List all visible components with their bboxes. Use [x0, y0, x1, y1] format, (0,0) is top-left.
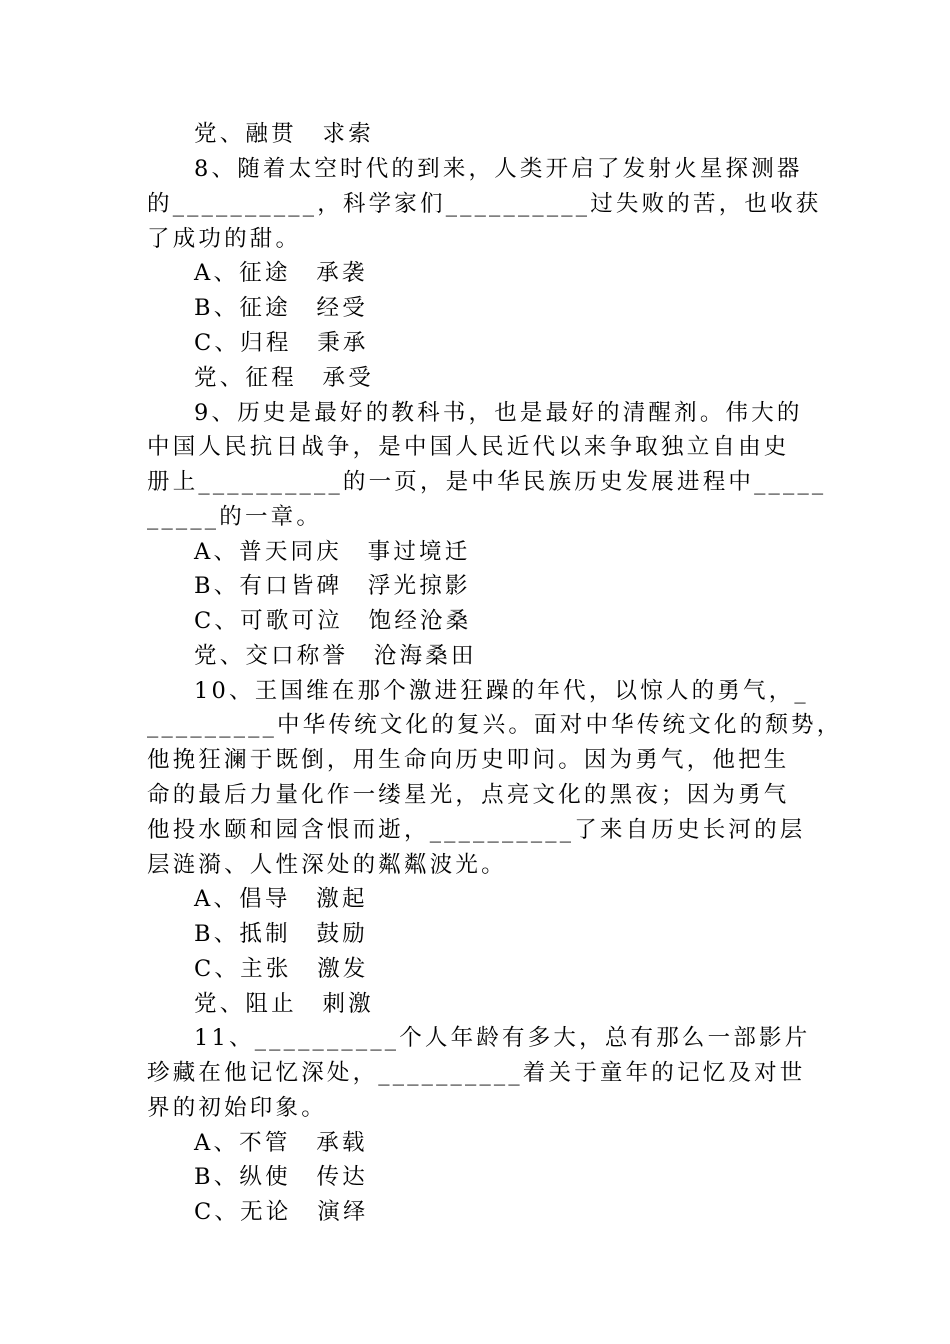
question-9-line-1: 9、历史是最好的教科书，也是最好的清醒剂。伟大的	[194, 400, 803, 426]
option-d-q10: 党、阻止 刺激	[194, 991, 374, 1017]
option-c-q9: C、可歌可泣 饱经沧桑	[194, 608, 472, 634]
option-b-q8: B、征途 经受	[194, 295, 368, 321]
question-9-line-4: _____的一章。	[147, 504, 323, 530]
option-b-q11: B、纵使 传达	[194, 1164, 368, 1190]
option-d-q7: 党、融贯 求索	[194, 121, 374, 147]
option-d-q8: 党、征程 承受	[194, 365, 374, 391]
option-a-q9: A、普天同庆 事过境迁	[194, 539, 471, 565]
question-10-line-6: 层涟漪、人性深处的粼粼波光。	[147, 852, 507, 878]
option-c-q8: C、归程 秉承	[194, 330, 369, 356]
option-a-q10: A、倡导 激起	[194, 886, 368, 912]
option-d-q9: 党、交口称誉 沧海桑田	[194, 643, 477, 669]
question-11-line-1: 11、__________个人年龄有多大，总有那么一部影片	[194, 1025, 811, 1051]
question-10-line-4: 命的最后力量化作一缕星光，点亮文化的黑夜；因为勇气	[147, 782, 790, 808]
question-10-line-5: 他投水颐和园含恨而逝，__________了来自历史长河的层	[147, 817, 806, 843]
question-9-line-3: 册上__________的一页，是中华民族历史发展进程中_____	[147, 469, 827, 495]
question-9-line-2: 中国人民抗日战争，是中国人民近代以来争取独立自由史	[147, 434, 790, 460]
question-11-line-3: 界的初始印象。	[147, 1095, 327, 1121]
question-8-line-2: 的__________，科学家们__________过失败的苦，也收获	[147, 191, 822, 217]
question-11-line-2: 珍藏在他记忆深处，__________着关于童年的记忆及对世	[147, 1060, 806, 1086]
question-10-line-2: _________中华传统文化的复兴。面对中华传统文化的颓势，	[147, 712, 843, 738]
option-c-q10: C、主张 激发	[194, 956, 369, 982]
option-c-q11: C、无论 演绎	[194, 1199, 369, 1225]
question-8-line-3: 了成功的甜。	[147, 226, 302, 252]
option-b-q9: B、有口皆碑 浮光掠影	[194, 573, 471, 599]
question-10-line-3: 他挽狂澜于既倒，用生命向历史叩问。因为勇气，他把生	[147, 747, 790, 773]
question-10-line-1: 10、王国维在那个激进狂躁的年代，以惊人的勇气，_	[194, 678, 809, 704]
option-a-q11: A、不管 承载	[194, 1130, 368, 1156]
option-b-q10: B、抵制 鼓励	[194, 921, 368, 947]
question-8-line-1: 8、随着太空时代的到来，人类开启了发射火星探测器	[194, 156, 803, 182]
option-a-q8: A、征途 承袭	[194, 260, 368, 286]
